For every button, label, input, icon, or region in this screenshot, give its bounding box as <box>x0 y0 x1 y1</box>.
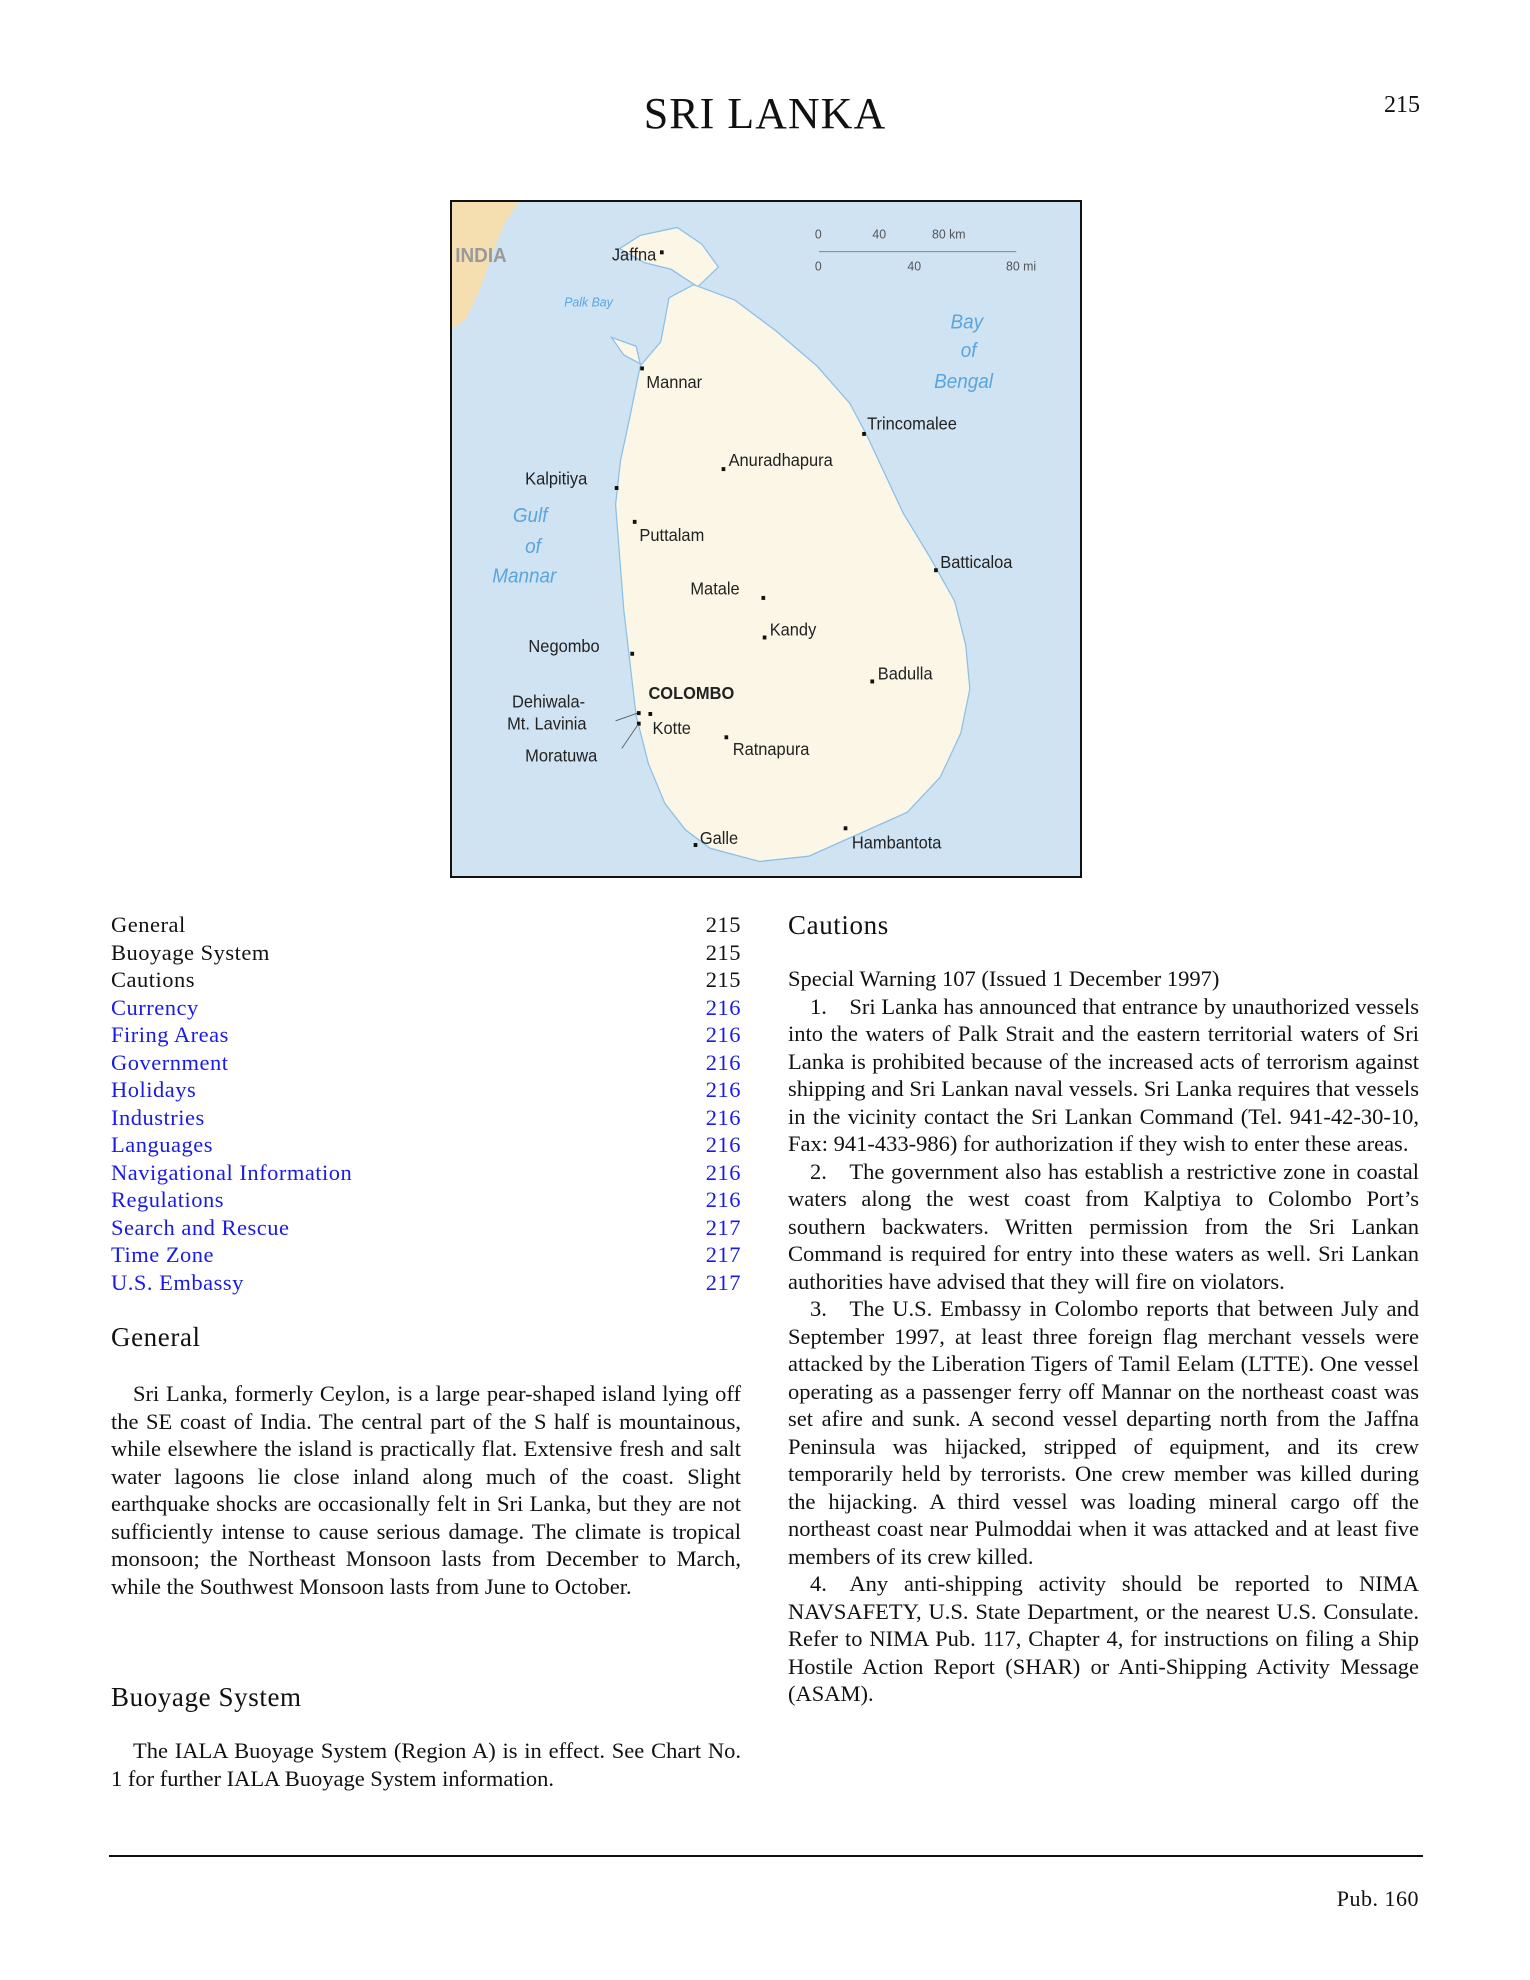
city-badulla: Badulla <box>877 663 933 684</box>
buoyage-heading: Buoyage System <box>111 1682 302 1712</box>
toc-entry[interactable] <box>111 1076 741 1104</box>
general-heading: General <box>111 1322 201 1352</box>
gulf-label-2: of <box>525 535 541 559</box>
toc-page: 217 <box>705 1269 741 1295</box>
caution-paragraph: 3. The U.S. Embassy in Colombo reports that between July and September 1997, at least three foreign flag merchant vessels were attacked by the Liberation Tigers of Tamil Eelam (LTTE). One vessel operating as a passenger ferry off Mannar on the northeast coast was set afire and sunk. A second vessel departing north from the Jaffna Peninsula was hijacked, stripped of equipment, and its crew temporarily held by terrorists. One crew member was killed during the hijacking. A third vessel was loading mineral cargo off the northeast coast near Pulmoddai when it was attacked and at least five members of its crew killed. <box>788 1296 1419 1569</box>
bay-label-3: Bengal <box>934 370 993 394</box>
sri-lanka-island <box>616 285 970 862</box>
toc-page: 216 <box>705 1159 741 1185</box>
publication-number: Pub. 160 <box>1336 1886 1419 1911</box>
city-mannar: Mannar <box>646 372 703 393</box>
toc-page: 216 <box>705 994 741 1020</box>
scale-km-40: 40 <box>872 226 887 242</box>
toc-label: Buoyage System <box>111 939 270 965</box>
city-batticaloa: Batticaloa <box>940 552 1013 573</box>
toc-entry[interactable] <box>111 1049 741 1077</box>
general-paragraph: Sri Lanka, formerly Ceylon, is a large pear-shaped island lying off the SE coast of India. The central part of the S half is mountainous, while elsewhere the island is practically flat. Extensive fresh and salt water lagoons lie close inland along much of the coast. Slight earthquake shocks are occasionally felt in Sri Lanka, but they are not sufficiently intense to cause serious damage. The climate is tropical monsoon; the Northeast Monsoon lasts from December to March, while the Southwest Monsoon lasts from June to October. <box>111 1381 741 1599</box>
city-kalpitiya: Kalpitiya <box>525 469 588 489</box>
city-hambantota: Hambantota <box>851 832 942 853</box>
toc-entry <box>111 939 741 967</box>
toc-entry <box>111 966 741 994</box>
toc-page: 216 <box>705 1104 741 1130</box>
city-kotte: Kotte <box>652 718 691 739</box>
toc-entry[interactable] <box>111 1214 741 1242</box>
city-matale: Matale <box>690 579 740 599</box>
toc-entry[interactable] <box>111 1269 741 1297</box>
caution-paragraph: 1. Sri Lanka has announced that entrance by unauthorized vessels into the waters of Palk Strait and the eastern territorial waters of Sri Lanka is prohibited because of the increased acts of terrorism against shipping and Sri Lankan naval vessels. Sri Lanka requires that vessels in the vicinity contact the Sri Lankan Command (Tel. 941-42-30-10, Fax: 941-433-986) for authorization if they wish to enter these areas. <box>788 993 1419 1156</box>
toc-page: 216 <box>705 1077 741 1102</box>
toc-label: Currency <box>111 994 199 1020</box>
toc-label: U.S. Embassy <box>111 1269 244 1295</box>
toc-label: General <box>111 912 186 937</box>
toc-entry <box>111 911 741 939</box>
city-anuradhapura: Anuradhapura <box>728 450 833 470</box>
city-jaffna: Jaffna <box>611 244 657 265</box>
toc-page: 215 <box>705 967 741 992</box>
toc-label: Government <box>111 1049 229 1075</box>
toc-label: Industries <box>111 1104 205 1130</box>
toc-entry[interactable] <box>111 1131 741 1159</box>
toc-page: 216 <box>705 1132 741 1157</box>
city-dehiwala-1: Dehiwala- <box>512 692 586 712</box>
scale-bar <box>815 226 1036 274</box>
caution-paragraph: 2. The government also has establish a restrictive zone in coastal waters along the west coast from Kalptiya to Colombo Port’s southern backwaters. Written permission from the Sri Lankan Command is required for entry into these waters as well. Sri Lankan authorities have advised that they will fire on violators. <box>788 1158 1419 1294</box>
city-trincomalee: Trincomalee <box>867 414 957 434</box>
city-ratnapura: Ratnapura <box>732 739 810 760</box>
sri-lanka-map <box>450 200 1082 878</box>
city-moratuwa: Moratuwa <box>525 746 598 766</box>
city-galle: Galle <box>699 828 739 849</box>
footer-rule <box>109 1855 1423 1857</box>
toc-page: 217 <box>705 1214 741 1240</box>
special-warning-title: Special Warning 107 (Issued 1 December 1997) <box>788 966 1220 991</box>
toc-entry[interactable] <box>111 1186 741 1214</box>
toc-page: 216 <box>705 1049 741 1075</box>
toc-entry[interactable] <box>111 1104 741 1132</box>
map-svg <box>452 202 1080 876</box>
toc-label: Holidays <box>111 1077 197 1102</box>
city-colombo: COLOMBO <box>648 683 735 703</box>
toc-label: Cautions <box>111 967 196 992</box>
toc-entry[interactable] <box>111 1159 741 1187</box>
scale-mi-80: 80 mi <box>1006 258 1037 274</box>
city-puttalam: Puttalam <box>639 525 705 546</box>
scale-mi-0: 0 <box>814 258 822 274</box>
cautions-heading: Cautions <box>788 910 889 940</box>
scale-mi-40: 40 <box>907 258 922 274</box>
page-title: SRI LANKA <box>643 89 887 138</box>
toc-page: 217 <box>705 1242 741 1267</box>
city-negombo: Negombo <box>528 636 600 657</box>
palk-bay-label: Palk Bay <box>564 294 613 310</box>
toc-entry[interactable] <box>111 1241 741 1269</box>
city-dehiwala-2: Mt. Lavinia <box>507 714 587 734</box>
buoyage-paragraph: The IALA Buoyage System (Region A) is in effect. See Chart No. 1 for further IALA Buoyage System information. <box>111 1738 741 1791</box>
city-kandy: Kandy <box>769 620 817 640</box>
cautions-body <box>788 965 1419 1708</box>
gulf-label-1: Gulf <box>512 504 548 528</box>
gulf-label-3: Mannar <box>492 565 557 588</box>
toc-page: 215 <box>705 939 741 965</box>
scale-km-0: 0 <box>814 226 822 242</box>
toc-label: Regulations <box>111 1187 224 1212</box>
india-label: INDIA <box>455 244 507 267</box>
table-of-contents <box>111 911 741 1296</box>
scale-km-80: 80 km <box>932 226 966 242</box>
toc-entry[interactable] <box>111 1021 741 1049</box>
mannar-island <box>611 337 640 363</box>
toc-label: Time Zone <box>111 1242 215 1267</box>
bay-label-2: of <box>960 339 977 363</box>
toc-page: 215 <box>705 912 741 937</box>
leader-lines <box>616 713 639 748</box>
page-number: 215 <box>1384 92 1420 118</box>
toc-page: 216 <box>705 1022 741 1047</box>
toc-entry[interactable] <box>111 994 741 1022</box>
toc-label: Firing Areas <box>111 1022 229 1047</box>
toc-page: 216 <box>705 1187 741 1212</box>
toc-label: Languages <box>111 1132 213 1157</box>
caution-paragraph: 4. Any anti-shipping activity should be reported to NIMA NAVSAFETY, U.S. State Department, or the nearest U.S. Consulate. Refer to NIMA Pub. 117, Chapter 4, for instructions on filing a Ship Hostile Action Report (SHAR) or Anti-Shipping Activity Message (ASAM). <box>788 1571 1419 1706</box>
toc-label: Search and Rescue <box>111 1214 290 1240</box>
bay-label-1: Bay <box>950 311 984 334</box>
toc-label: Navigational Information <box>111 1159 353 1185</box>
